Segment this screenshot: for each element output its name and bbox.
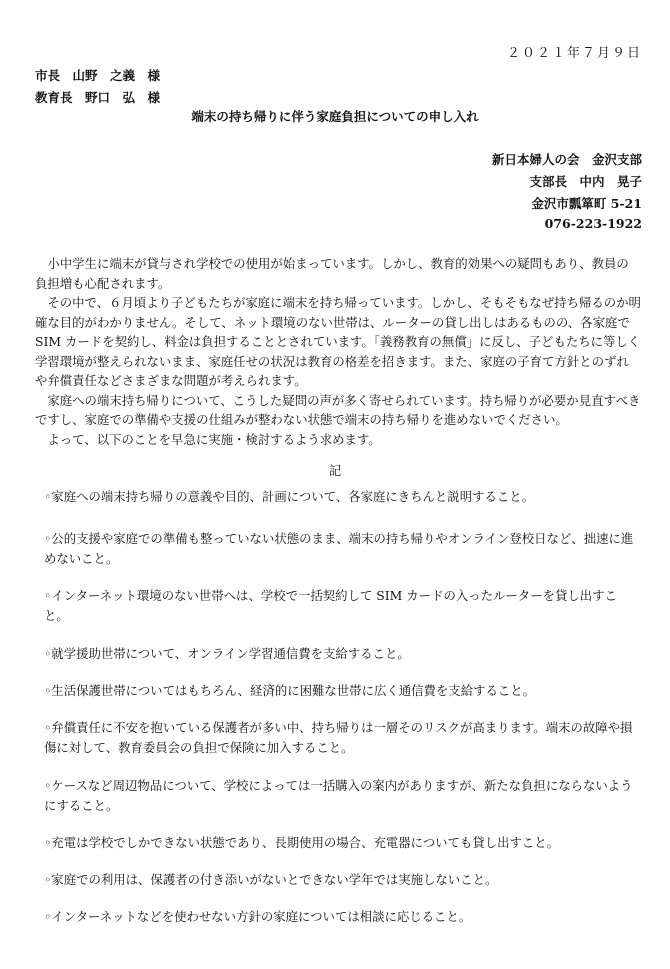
sender-address: 金沢市瓢箪町 5-21 [531,196,642,211]
body-paragraph: よって、以下のことを早急に実施・検討するよう求めます。 [47,431,381,447]
addressee-mayor: 市長 山野 之義 様 [35,68,161,83]
body-text [35,254,641,449]
request-item: ◦インターネットなどを使わせない方針の家庭については相談に応じること。 [44,909,472,924]
request-item: ◦ケースなど周辺物品について、学校によっては一括購入の案内がありますが、新たな負担にならないようにすること。 [44,778,633,813]
request-item: ◦公的支援や家庭での準備も整っていない状態のまま、端末の持ち帰りやオンライン登校日など、拙速に進めないこと。 [44,531,634,566]
document-date: ２０２１年７月９日 [506,46,642,61]
sender-leader: 支部長 中内 晃子 [529,174,642,189]
addressee-superintendent: 教育長 野口 弘 様 [35,90,161,105]
body-paragraph: 家庭への端末持ち帰りについて、こうした疑問の声が多く寄せられています。持ち帰りが必要か見直すべきですし、家庭での準備や支援の仕組みが整わない状態で端末の持ち帰りを進めないでください。 [35,392,641,427]
request-item: ◦充電は学校でしかできない状態であり、長期使用の場合、充電器についても貸し出すこと。 [44,835,560,850]
request-item: ◦家庭への端末持ち帰りの意義や目的、計画について、各家庭にきちんと説明すること。 [44,489,535,504]
request-item: ◦家庭での利用は、保護者の付き添いがないとできない学年では実施しないこと。 [44,872,498,887]
sender-phone: 076-223-1922 [544,216,642,231]
request-item: ◦生活保護世帯についてはもちろん、経済的に困難な世帯に広く通信費を支給すること。 [44,683,536,698]
request-item: ◦就学援助世帯について、オンライン学習通信費を支給すること。 [44,646,410,661]
request-item: ◦インターネット環境のない世帯へは、学校で一括契約して SIM カードの入ったルーターを貸し出すこと。 [44,588,617,623]
body-paragraph: その中で、６月頃より子どもたちが家庭に端末を持ち帰っています。しかし、そもそもなぜ持ち帰るのか明確な目的がわかりません。そして、ネット環境のない世帯は、ルーターの貸し出しはあるものの、各家庭で SIM カードを契約し、料金は負担することとされています。「義務教育の無償」に反し、子どもたちに等しく学習環境が整えられないまま、家庭任せの状況は教育の格差を招きます。また、家庭の子育て方針とのずれや弁償責任などさまざまな問題が考えられます。 [35,295,641,388]
body-paragraph: 小中学生に端末が貸与され学校での使用が始まっています。しかし、教育的効果への疑問もあり、教員の負担増も心配されます。 [35,256,629,291]
ki-heading: 記 [328,463,342,478]
request-item: ◦弁償責任に不安を抱いている保護者が多い中、持ち帰りは一層そのリスクが高まります。端末の故障や損傷に対して、教育委員会の負担で保険に加入すること。 [44,720,633,755]
sender-organization: 新日本婦人の会 金沢支部 [491,152,642,167]
document-title: 端末の持ち帰りに伴う家庭負担についての申し入れ [191,109,479,124]
